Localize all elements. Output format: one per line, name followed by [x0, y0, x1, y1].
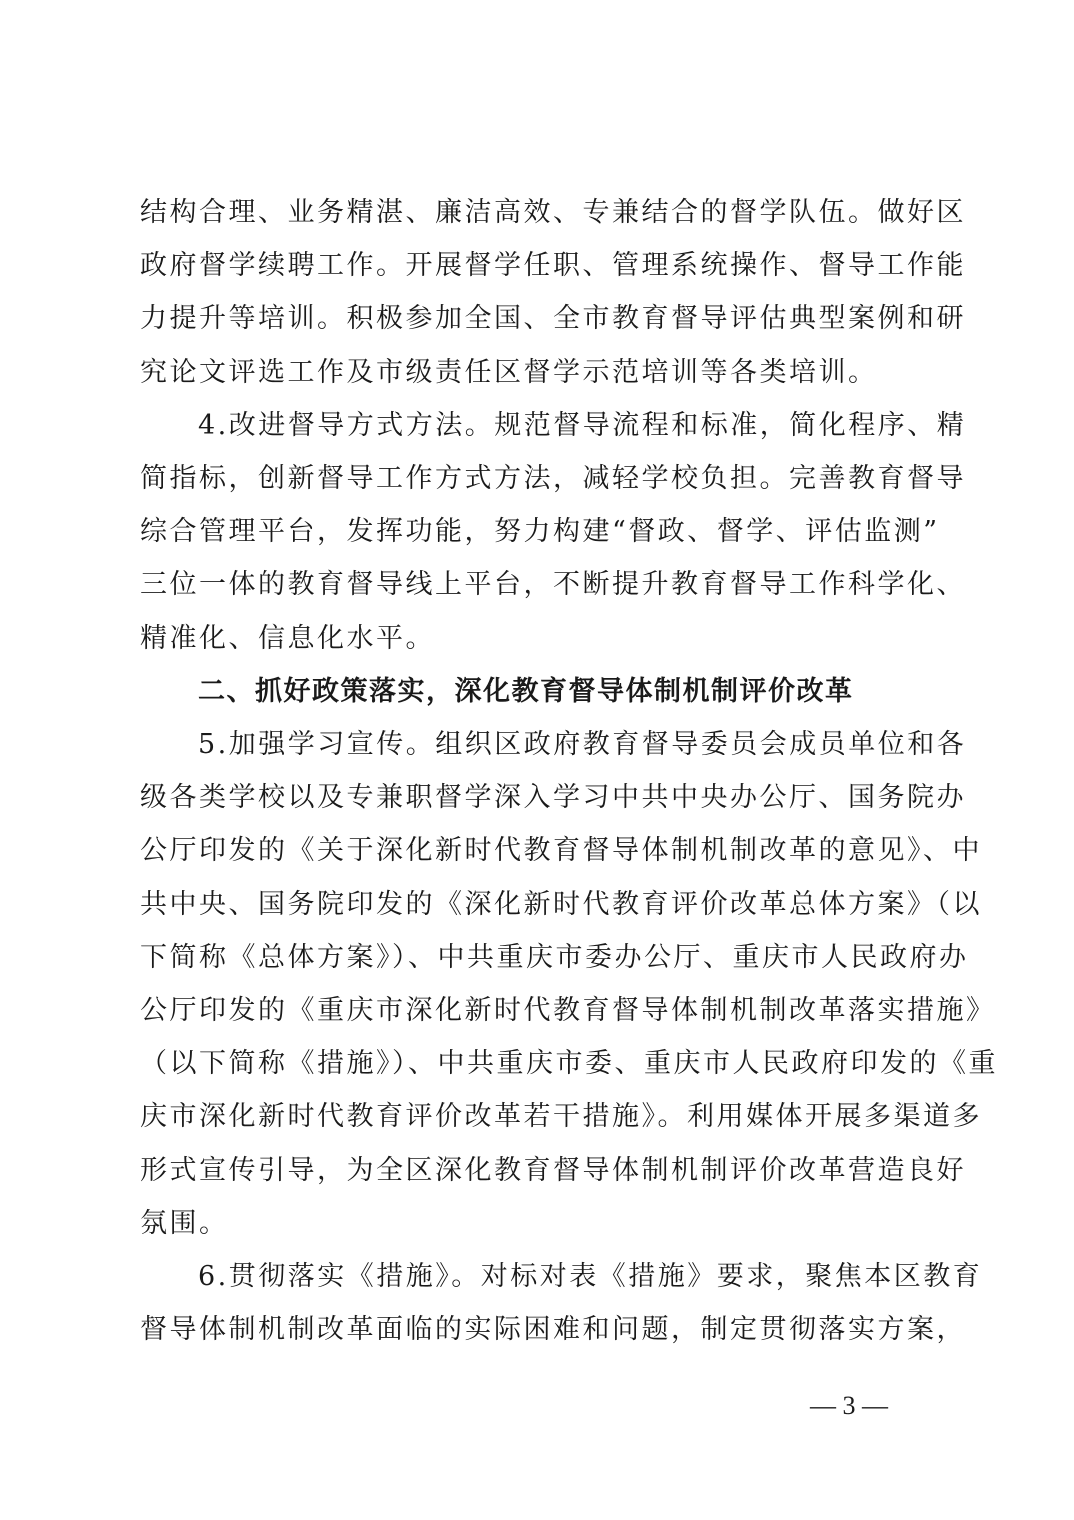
paragraph-line: 4.改进督导方式方法。规范督导流程和标准，简化程序、精: [198, 410, 967, 441]
paragraph-line: 综合管理平台，发挥功能，努力构建“督政、督学、评估监测”: [140, 516, 940, 547]
page-number: — 3 —: [810, 1391, 888, 1420]
paragraph-line: 公厅印发的《关于深化新时代教育督导体制机制改革的意见》、中: [140, 835, 982, 866]
paragraph-line: 下简称《总体方案》）、中共重庆市委办公厅、重庆市人民政府办: [140, 942, 969, 973]
paragraph-line: 简指标，创新督导工作方式方法，减轻学校负担。完善教育督导: [140, 463, 966, 494]
paragraph-line: 5.加强学习宣传。组织区政府教育督导委员会成员单位和各: [198, 729, 967, 760]
paragraph-line: 氛围。: [140, 1208, 229, 1239]
paragraph-line: 级各类学校以及专兼职督学深入学习中共中央办公厅、国务院办: [140, 782, 966, 813]
paragraph-line: 6.贯彻落实《措施》。对标对表《措施》要求，聚焦本区教育: [198, 1261, 983, 1292]
paragraph-line: 究论文评选工作及市级责任区督学示范培训等各类培训。: [140, 357, 878, 388]
paragraph-line: 结构合理、业务精湛、廉洁高效、专兼结合的督学队伍。做好区: [140, 197, 966, 228]
section-heading: 二、抓好政策落实，深化教育督导体制机制评价改革: [198, 676, 854, 707]
paragraph-line: 公厅印发的《重庆市深化新时代教育督导体制机制改革落实措施》: [140, 995, 996, 1026]
paragraph-line: （以下简称《措施》）、中共重庆市委、重庆市人民政府印发的《重: [140, 1048, 998, 1079]
paragraph-line: 三位一体的教育督导线上平台，不断提升教育督导工作科学化、: [140, 569, 966, 600]
paragraph-line: 庆市深化新时代教育评价改革若干措施》。利用媒体开展多渠道多: [140, 1101, 982, 1132]
paragraph-line: 共中央、国务院印发的《深化新时代教育评价改革总体方案》（以: [140, 889, 982, 920]
paragraph-line: 政府督学续聘工作。开展督学任职、管理系统操作、督导工作能: [140, 250, 966, 281]
paragraph-line: 督导体制机制改革面临的实际困难和问题，制定贯彻落实方案，: [140, 1314, 966, 1345]
paragraph-line: 形式宣传引导，为全区深化教育督导体制机制评价改革营造良好: [140, 1155, 966, 1186]
paragraph-line: 精准化、信息化水平。: [140, 623, 435, 654]
paragraph-line: 力提升等培训。积极参加全国、全市教育督导评估典型案例和研: [140, 303, 966, 334]
